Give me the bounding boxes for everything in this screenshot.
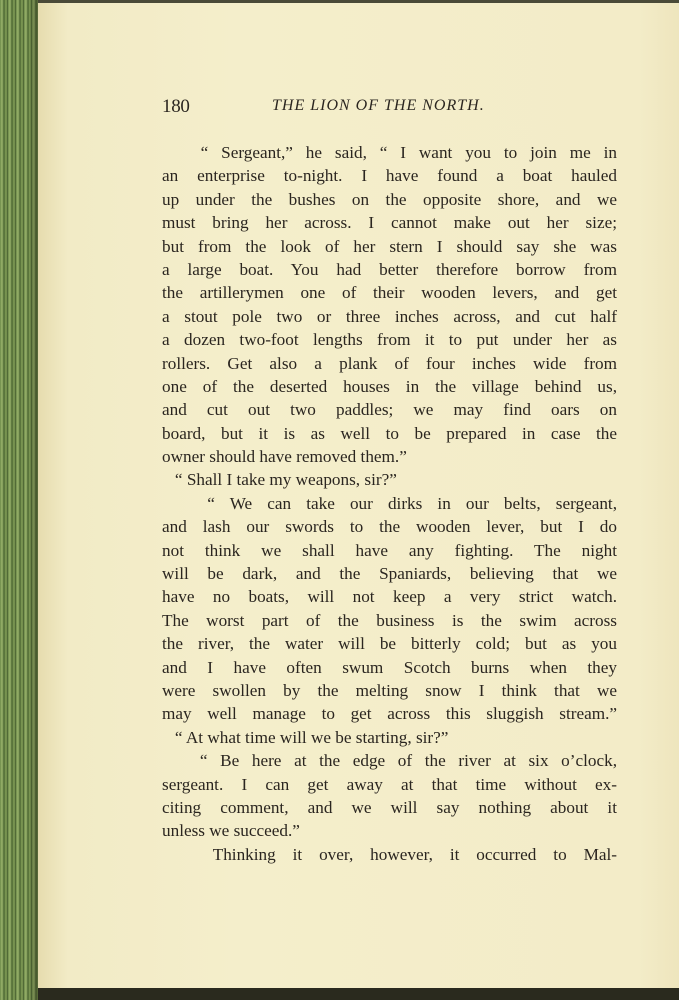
text-line: Thinking it over, however, it occurred to Mal- bbox=[162, 844, 617, 864]
text-line: “ At what time will we be starting, sir?” bbox=[162, 727, 449, 747]
text-line: citing comment, and we will say nothing about it bbox=[162, 797, 617, 817]
text-line: have no boats, will not keep a very strict watch. bbox=[162, 587, 617, 607]
text-line: will be dark, and the Spaniards, believing that we bbox=[162, 564, 617, 584]
text-line: and I have often swum Scotch burns when they bbox=[162, 657, 617, 677]
text-line: unless we succeed.” bbox=[162, 821, 300, 841]
text-line: and lash our swords to the wooden lever, but I do bbox=[162, 517, 617, 537]
text-line: owner should have removed them.” bbox=[162, 447, 407, 467]
text-line: board, but it is as well to be prepared in case the bbox=[162, 423, 617, 443]
running-title: THE LION OF THE NORTH. bbox=[272, 97, 485, 114]
text-line: “ Shall I take my weapons, sir?” bbox=[162, 470, 397, 490]
text-line: the river, the water will be bitterly cold; but as you bbox=[162, 634, 617, 654]
text-line: up under the bushes on the opposite shore, and we bbox=[162, 189, 617, 209]
bottom-edge bbox=[38, 988, 679, 1000]
text-line: an enterprise to-night. I have found a boat hauled bbox=[162, 166, 617, 186]
page-number: 180 bbox=[162, 96, 190, 117]
text-line: sergeant. I can get away at that time without ex- bbox=[162, 774, 617, 794]
text-line: The worst part of the business is the swim across bbox=[162, 610, 617, 630]
text-line: a dozen two-foot lengths from it to put under her as bbox=[162, 330, 617, 350]
text-line: not think we shall have any fighting. The night bbox=[162, 540, 617, 560]
text-line: “ Be here at the edge of the river at six o’clock, bbox=[162, 751, 617, 771]
text-line: but from the look of her stern I should say she was bbox=[162, 236, 617, 256]
text-line: rollers. Get also a plank of four inches wide from bbox=[162, 353, 617, 373]
text-line: and cut out two paddles; we may find oars on bbox=[162, 400, 617, 420]
page-header bbox=[162, 96, 617, 122]
text-line: were swollen by the melting snow I think that we bbox=[162, 680, 617, 700]
text-line: “ Sergeant,” he said, “ I want you to join me in bbox=[162, 143, 617, 162]
text-line: one of the deserted houses in the village behind us, bbox=[162, 376, 617, 396]
body-text bbox=[162, 141, 617, 866]
text-line: must bring her across. I cannot make out her size; bbox=[162, 213, 617, 233]
text-line: “ We can take our dirks in our belts, sergeant, bbox=[162, 493, 617, 513]
text-line: a large boat. You had better therefore borrow from bbox=[162, 259, 617, 279]
text-line: the artillerymen one of their wooden levers, and get bbox=[162, 283, 617, 303]
text-line: a stout pole two or three inches across, and cut half bbox=[162, 306, 617, 326]
text-line: may well manage to get across this sluggish stream.” bbox=[162, 704, 617, 724]
